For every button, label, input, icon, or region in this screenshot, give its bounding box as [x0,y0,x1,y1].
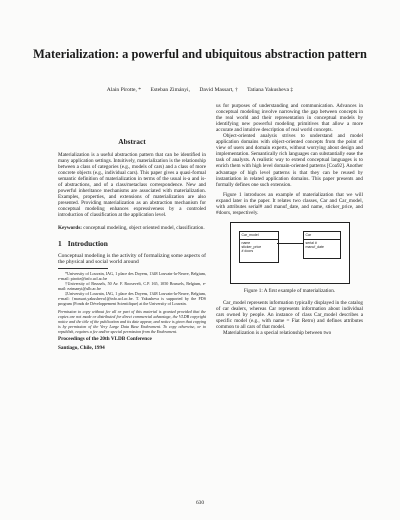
keywords-label: Keywords: [58,224,82,231]
footnote: †University of Brussels, 50 Av. F. Roosevelt, C.P. 165, 1050 Brussels, Belgium, e-mail: ezimanyi@ulb.ac.be [58,281,206,292]
class-box-car-model [239,231,279,263]
abstract-text: Materialization is a useful abstraction pattern that can be identified in many application settings. Intuitively, materialization is the relationship between a class of categories (e.g., models of cars) and a class of more concrete objects (e.g., individual cars). This paper gives a quasi-formal semantic definition of materialization in terms of the usual is-a and is-of abstractions, and of a class/metaclass correspondence. New and powerful inheritance mechanisms are associated with materialization. Examples, properties, and extensions of materialization are also presented. Providing materialization as an abstraction mechanism for conceptual modeling enhances expressiveness by a controled introduction of classification at the application level. [58,152,206,219]
proceedings-location: Santiago, Chile, 1994 [58,344,105,351]
class-attribute: sticker_price [241,244,262,249]
keywords-text: conceptual modeling, object oriented model, classification. [83,224,205,231]
materialization-link [277,243,303,244]
copyright-permission: Permission to copy without fee all or part of this material is granted provided that the copies are not made or distributed for direct commercial advantage, the VLDB copyright notice and the title of the publication and its date appear, and notice is given that copying is by permission of the Very Large Data Base Endowment. To copy otherwise, or to republish, requires a fee and/or special permission from the Endowment. [58,309,206,335]
paragraph: us for purposes of understanding and communication. Advances in conceptual modeling involve narrowing the gap between concepts in the real world and their representation in conceptual models by identifying new powerful modeling primitives that allow a more accurate and intuitive description of real world concepts. [216,103,363,134]
footnote: *University of Louvain, IAG, 1 place des Doyens, 1348 Louvain-la-Neuve, Belgium, e-mail: pirotte@info.ucl.ac.be [58,271,206,282]
paragraph: Object-oriented analysis strives to understand and model application domains with object-oriented concepts from the point of view of users and domain experts, without worrying about design and implementation. Semantically rich languages can substantially ease the task of analysts. A realistic way to extend conceptual languages is to enrich them with high level domain-oriented patterns [Coa92]. Another advantage of high level patterns is that they can be reused by instantiation in related application domains. This paper presents and formally defines one such extension. [216,133,363,188]
abstract-heading: Abstract [118,137,146,146]
author-name: Tatiana Yakusheva ‡ [247,87,294,93]
footnote: ‡University of Louvain, IAG, 1 place des Doyens, 1348 Louvain-la-Neuve, Belgium, e-mail: {massart,yakusheva}@info.ucl.ac.be. T. Yakusheva is supported by the FDS program (Fonds de Développement Scientifique) at the University of Louvain. [58,291,206,307]
class-box-car [303,231,341,259]
class-attributes [240,240,278,254]
paragraph: Car_model represents information typically displayed in the catalog of car dealers, whereas Car represents information about individual cars owned by people. An instance of class Car_model describes a specific model (e.g., with name = Fiat Retro) and defines attributes common to all cars of that model. [216,299,363,331]
section-title: Introduction [67,238,108,248]
paper-title: Materialization: a powerful and ubiquitous abstraction pattern [33,47,367,61]
class-attributes [304,240,340,250]
keywords [58,225,206,231]
left-column [58,137,206,351]
author-list [30,87,370,94]
class-attribute: serial # [305,240,317,245]
footnote-divider [58,268,108,269]
right-column [216,103,363,336]
class-attribute: # doors [241,248,254,253]
section-heading-introduction [58,239,206,248]
page-number: 630 [195,500,205,506]
class-attribute: name [241,240,251,245]
class-name: Car_model [240,232,278,240]
section-number: 1 [58,238,62,248]
introduction-text: Conceptual modeling is the activity of formalizing some aspects of the physical and social world around [58,252,206,265]
author-name: Esteban Zimányi, [150,87,190,93]
proceedings-line: Proceedings of the 20th VLDB Conference [58,336,152,343]
figure-1-diagram [230,222,350,284]
paragraph: Materialization is a special relationship between two [223,330,332,337]
class-attribute: manuf_date [305,244,324,249]
class-name: Car [304,232,340,240]
author-name: Alain Pirotte, * [106,87,142,93]
figure-caption: Figure 1: A first example of materialization. [243,287,336,294]
author-name: David Massart, † [199,87,238,93]
paragraph: Figure 1 introduces an example of materialization that we will expand later in the paper. It relates two classes, Car and Car_model, with attributes serial# and manuf_date, and name, sticker_price, and #doors, respectively. [216,191,363,216]
